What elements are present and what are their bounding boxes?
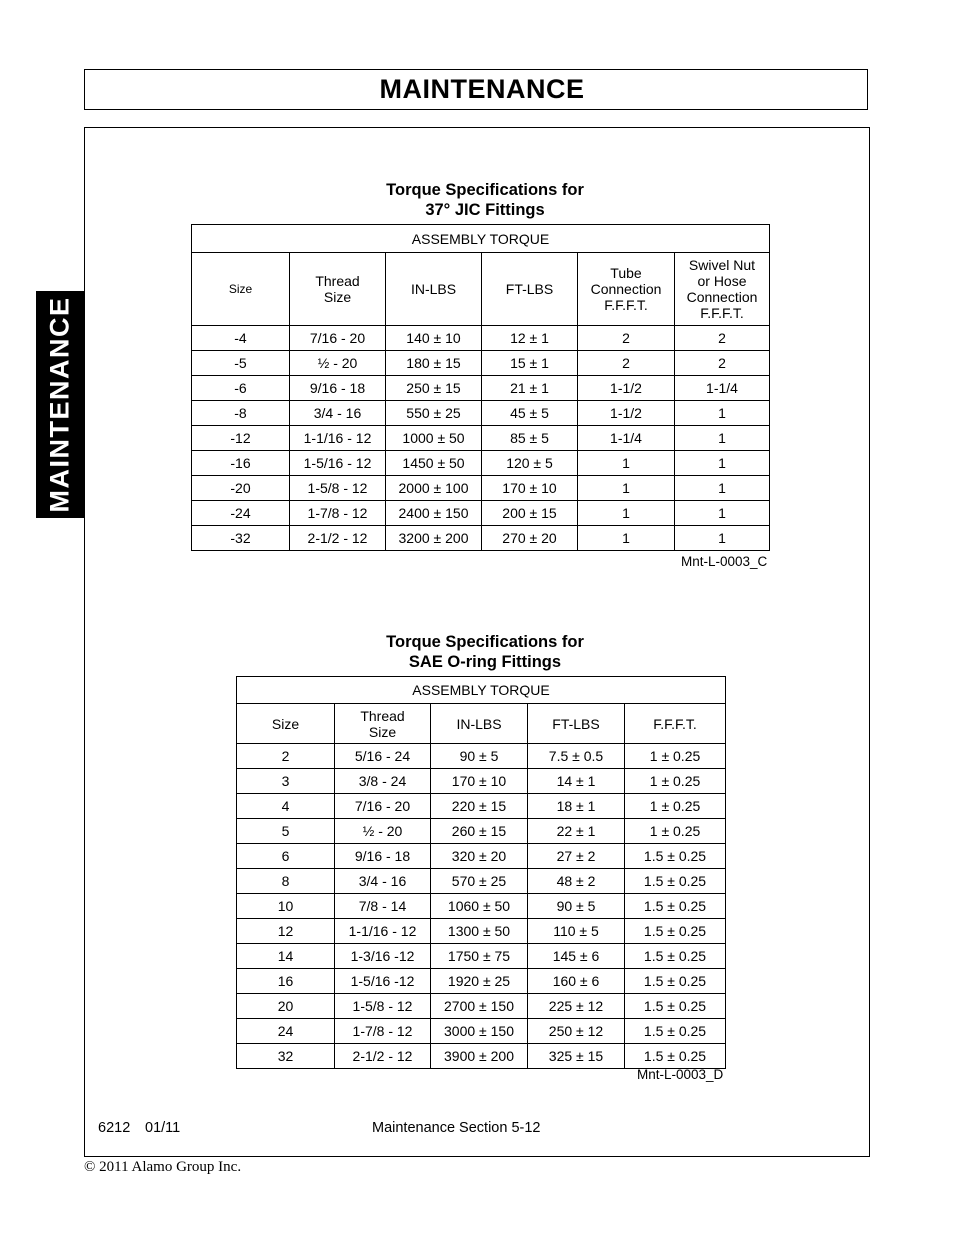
table-cell: 1: [675, 526, 770, 551]
sae-group-header: ASSEMBLY TORQUE: [237, 677, 726, 704]
jic-col-swivel-line3: Connection: [686, 289, 758, 305]
table-cell: 1-1/2: [578, 401, 675, 426]
table-cell: 3/4 - 16: [335, 869, 431, 894]
sae-col-size: Size: [237, 704, 335, 744]
table-cell: -16: [192, 451, 290, 476]
table-cell: 90 ± 5: [528, 894, 625, 919]
table-cell: -5: [192, 351, 290, 376]
copyright-notice: © 2011 Alamo Group Inc.: [84, 1159, 242, 1175]
jic-title-line1: Torque Specifications for: [386, 181, 584, 199]
table-cell: 48 ± 2: [528, 869, 625, 894]
table-cell: 1.5 ± 0.25: [625, 844, 726, 869]
table-cell: 10: [237, 894, 335, 919]
jic-col-swivel-line2: or Hose: [697, 273, 747, 289]
table-cell: 1450 ± 50: [386, 451, 482, 476]
table-cell: 1-7/8 - 12: [290, 501, 386, 526]
table-row: [237, 869, 726, 894]
table-cell: 260 ± 15: [431, 819, 528, 844]
jic-col-thread-line2: Size: [323, 289, 352, 305]
table-cell: 2-1/2 - 12: [290, 526, 386, 551]
table-cell: 550 ± 25: [386, 401, 482, 426]
table-cell: 4: [237, 794, 335, 819]
table-row: [192, 351, 770, 376]
table-cell: 225 ± 12: [528, 994, 625, 1019]
table-cell: 27 ± 2: [528, 844, 625, 869]
table-cell: 2-1/2 - 12: [335, 1044, 431, 1069]
table-cell: 1: [578, 451, 675, 476]
table-cell: 12: [237, 919, 335, 944]
jic-col-swivel: [675, 253, 770, 326]
table-cell: 325 ± 15: [528, 1044, 625, 1069]
jic-col-thread-line1: Thread: [315, 273, 360, 289]
table-cell: 3: [237, 769, 335, 794]
jic-title-line2: 37° JIC Fittings: [425, 201, 545, 219]
table-cell: 220 ± 15: [431, 794, 528, 819]
table-cell: -20: [192, 476, 290, 501]
table-cell: 1750 ± 75: [431, 944, 528, 969]
sae-col-ftlbs: FT-LBS: [528, 704, 625, 744]
table-cell: -4: [192, 326, 290, 351]
table-cell: ½ - 20: [335, 819, 431, 844]
table-cell: 1.5 ± 0.25: [625, 994, 726, 1019]
table-row: [237, 994, 726, 1019]
table-cell: 2: [578, 326, 675, 351]
footer-section: Maintenance Section 5-12: [372, 1120, 541, 1136]
table-cell: 1: [675, 426, 770, 451]
table-cell: 1.5 ± 0.25: [625, 944, 726, 969]
table-cell: 250 ± 12: [528, 1019, 625, 1044]
table-cell: 3/8 - 24: [335, 769, 431, 794]
table-cell: 7/16 - 20: [290, 326, 386, 351]
jic-col-inlbs: IN-LBS: [386, 253, 482, 326]
table-row: [237, 944, 726, 969]
table-cell: 1.5 ± 0.25: [625, 894, 726, 919]
jic-col-tube-line3: F.F.F.T.: [604, 297, 648, 313]
table-cell: 1.5 ± 0.25: [625, 969, 726, 994]
table-cell: 16: [237, 969, 335, 994]
table-cell: 32: [237, 1044, 335, 1069]
table-cell: 120 ± 5: [482, 451, 578, 476]
table-cell: 9/16 - 18: [335, 844, 431, 869]
jic-table-title: [335, 180, 635, 220]
table-row: [192, 426, 770, 451]
table-cell: 45 ± 5: [482, 401, 578, 426]
table-row: [237, 844, 726, 869]
table-cell: 1-7/8 - 12: [335, 1019, 431, 1044]
table-row: [237, 744, 726, 769]
table-cell: 180 ± 15: [386, 351, 482, 376]
table-cell: 9/16 - 18: [290, 376, 386, 401]
table-row: [237, 894, 726, 919]
jic-figure-code: Mnt-L-0003_C: [681, 554, 768, 569]
table-cell: 1-3/16 -12: [335, 944, 431, 969]
table-cell: 200 ± 15: [482, 501, 578, 526]
table-cell: 90 ± 5: [431, 744, 528, 769]
table-row: [237, 1044, 726, 1069]
table-cell: 1-1/4: [675, 376, 770, 401]
table-cell: 1-5/16 - 12: [290, 451, 386, 476]
table-cell: 6: [237, 844, 335, 869]
table-row: [192, 451, 770, 476]
table-row: [192, 376, 770, 401]
table-cell: 2: [237, 744, 335, 769]
table-cell: 5: [237, 819, 335, 844]
table-cell: 14: [237, 944, 335, 969]
table-row: [237, 1019, 726, 1044]
table-cell: 22 ± 1: [528, 819, 625, 844]
jic-group-header: ASSEMBLY TORQUE: [192, 225, 770, 253]
jic-col-tube-line1: Tube: [610, 265, 642, 281]
table-cell: 18 ± 1: [528, 794, 625, 819]
sae-figure-code: Mnt-L-0003_D: [637, 1067, 724, 1082]
table-cell: 1: [675, 501, 770, 526]
table-cell: 15 ± 1: [482, 351, 578, 376]
table-row: [237, 819, 726, 844]
footer-date: 01/11: [145, 1120, 181, 1136]
table-cell: -24: [192, 501, 290, 526]
table-cell: 1: [675, 401, 770, 426]
table-cell: 1-1/16 - 12: [335, 919, 431, 944]
sae-col-ffft: F.F.F.T.: [625, 704, 726, 744]
table-cell: 250 ± 15: [386, 376, 482, 401]
table-cell: 1-5/16 -12: [335, 969, 431, 994]
sae-torque-table: [236, 676, 726, 1069]
table-cell: 3200 ± 200: [386, 526, 482, 551]
table-cell: 270 ± 20: [482, 526, 578, 551]
table-cell: 1 ± 0.25: [625, 794, 726, 819]
page-title: MAINTENANCE: [379, 74, 585, 104]
table-row: [192, 526, 770, 551]
table-cell: 1300 ± 50: [431, 919, 528, 944]
table-cell: 1 ± 0.25: [625, 819, 726, 844]
jic-col-tube: [578, 253, 675, 326]
table-row: [192, 501, 770, 526]
table-row: [237, 794, 726, 819]
table-cell: 1-1/16 - 12: [290, 426, 386, 451]
table-row: [192, 476, 770, 501]
table-cell: 140 ± 10: [386, 326, 482, 351]
table-cell: 7.5 ± 0.5: [528, 744, 625, 769]
table-cell: 3/4 - 16: [290, 401, 386, 426]
table-cell: 1: [578, 526, 675, 551]
sae-col-thread-line1: Thread: [360, 707, 405, 724]
table-cell: -32: [192, 526, 290, 551]
table-row: [192, 326, 770, 351]
section-side-tab: [36, 291, 84, 518]
jic-col-size: Size: [192, 253, 290, 326]
table-cell: 1-5/8 - 12: [290, 476, 386, 501]
table-cell: 7/8 - 14: [335, 894, 431, 919]
sae-title-line1: Torque Specifications for: [386, 633, 584, 651]
sae-col-thread: [335, 704, 431, 744]
table-cell: 1 ± 0.25: [625, 744, 726, 769]
table-row: [237, 919, 726, 944]
sae-title-line2: SAE O-ring Fittings: [408, 653, 562, 671]
table-cell: 14 ± 1: [528, 769, 625, 794]
jic-col-thread: [290, 253, 386, 326]
table-cell: 2700 ± 150: [431, 994, 528, 1019]
sae-col-inlbs: IN-LBS: [431, 704, 528, 744]
table-cell: 1.5 ± 0.25: [625, 1019, 726, 1044]
table-cell: -6: [192, 376, 290, 401]
table-cell: 1-1/2: [578, 376, 675, 401]
table-cell: 1-1/4: [578, 426, 675, 451]
jic-col-ftlbs: FT-LBS: [482, 253, 578, 326]
table-cell: 1.5 ± 0.25: [625, 919, 726, 944]
footer-model: 6212: [98, 1120, 131, 1136]
table-cell: -12: [192, 426, 290, 451]
table-cell: 1000 ± 50: [386, 426, 482, 451]
table-cell: 1 ± 0.25: [625, 769, 726, 794]
table-row: [237, 969, 726, 994]
table-cell: 85 ± 5: [482, 426, 578, 451]
table-cell: 2: [675, 326, 770, 351]
table-cell: 1: [675, 451, 770, 476]
table-cell: 2: [675, 351, 770, 376]
table-cell: 1.5 ± 0.25: [625, 869, 726, 894]
jic-col-swivel-line1: Swivel Nut: [688, 257, 756, 273]
jic-col-tube-line2: Connection: [590, 281, 662, 297]
table-cell: 320 ± 20: [431, 844, 528, 869]
table-cell: 160 ± 6: [528, 969, 625, 994]
table-cell: 7/16 - 20: [335, 794, 431, 819]
table-row: [237, 769, 726, 794]
table-cell: 170 ± 10: [482, 476, 578, 501]
table-cell: 24: [237, 1019, 335, 1044]
table-cell: 1: [675, 476, 770, 501]
table-cell: 170 ± 10: [431, 769, 528, 794]
table-cell: 21 ± 1: [482, 376, 578, 401]
table-cell: 5/16 - 24: [335, 744, 431, 769]
side-tab-label: MAINTENANCE: [44, 296, 75, 513]
table-cell: 110 ± 5: [528, 919, 625, 944]
table-cell: 2400 ± 150: [386, 501, 482, 526]
jic-torque-table: [191, 224, 770, 551]
table-cell: 20: [237, 994, 335, 1019]
table-cell: 1: [578, 476, 675, 501]
table-cell: 145 ± 6: [528, 944, 625, 969]
table-cell: 2000 ± 100: [386, 476, 482, 501]
table-cell: 1: [578, 501, 675, 526]
table-row: [192, 401, 770, 426]
jic-col-swivel-line4: F.F.F.T.: [700, 305, 744, 321]
table-cell: 1920 ± 25: [431, 969, 528, 994]
table-cell: 2: [578, 351, 675, 376]
sae-col-thread-line2: Size: [368, 723, 397, 740]
table-cell: 1.5 ± 0.25: [625, 1044, 726, 1069]
sae-table-title: [335, 632, 635, 672]
table-cell: -8: [192, 401, 290, 426]
table-cell: 12 ± 1: [482, 326, 578, 351]
page-header: [84, 69, 868, 110]
table-cell: 3900 ± 200: [431, 1044, 528, 1069]
table-cell: 1-5/8 - 12: [335, 994, 431, 1019]
table-cell: 8: [237, 869, 335, 894]
table-cell: 570 ± 25: [431, 869, 528, 894]
table-cell: 1060 ± 50: [431, 894, 528, 919]
table-cell: ½ - 20: [290, 351, 386, 376]
table-cell: 3000 ± 150: [431, 1019, 528, 1044]
